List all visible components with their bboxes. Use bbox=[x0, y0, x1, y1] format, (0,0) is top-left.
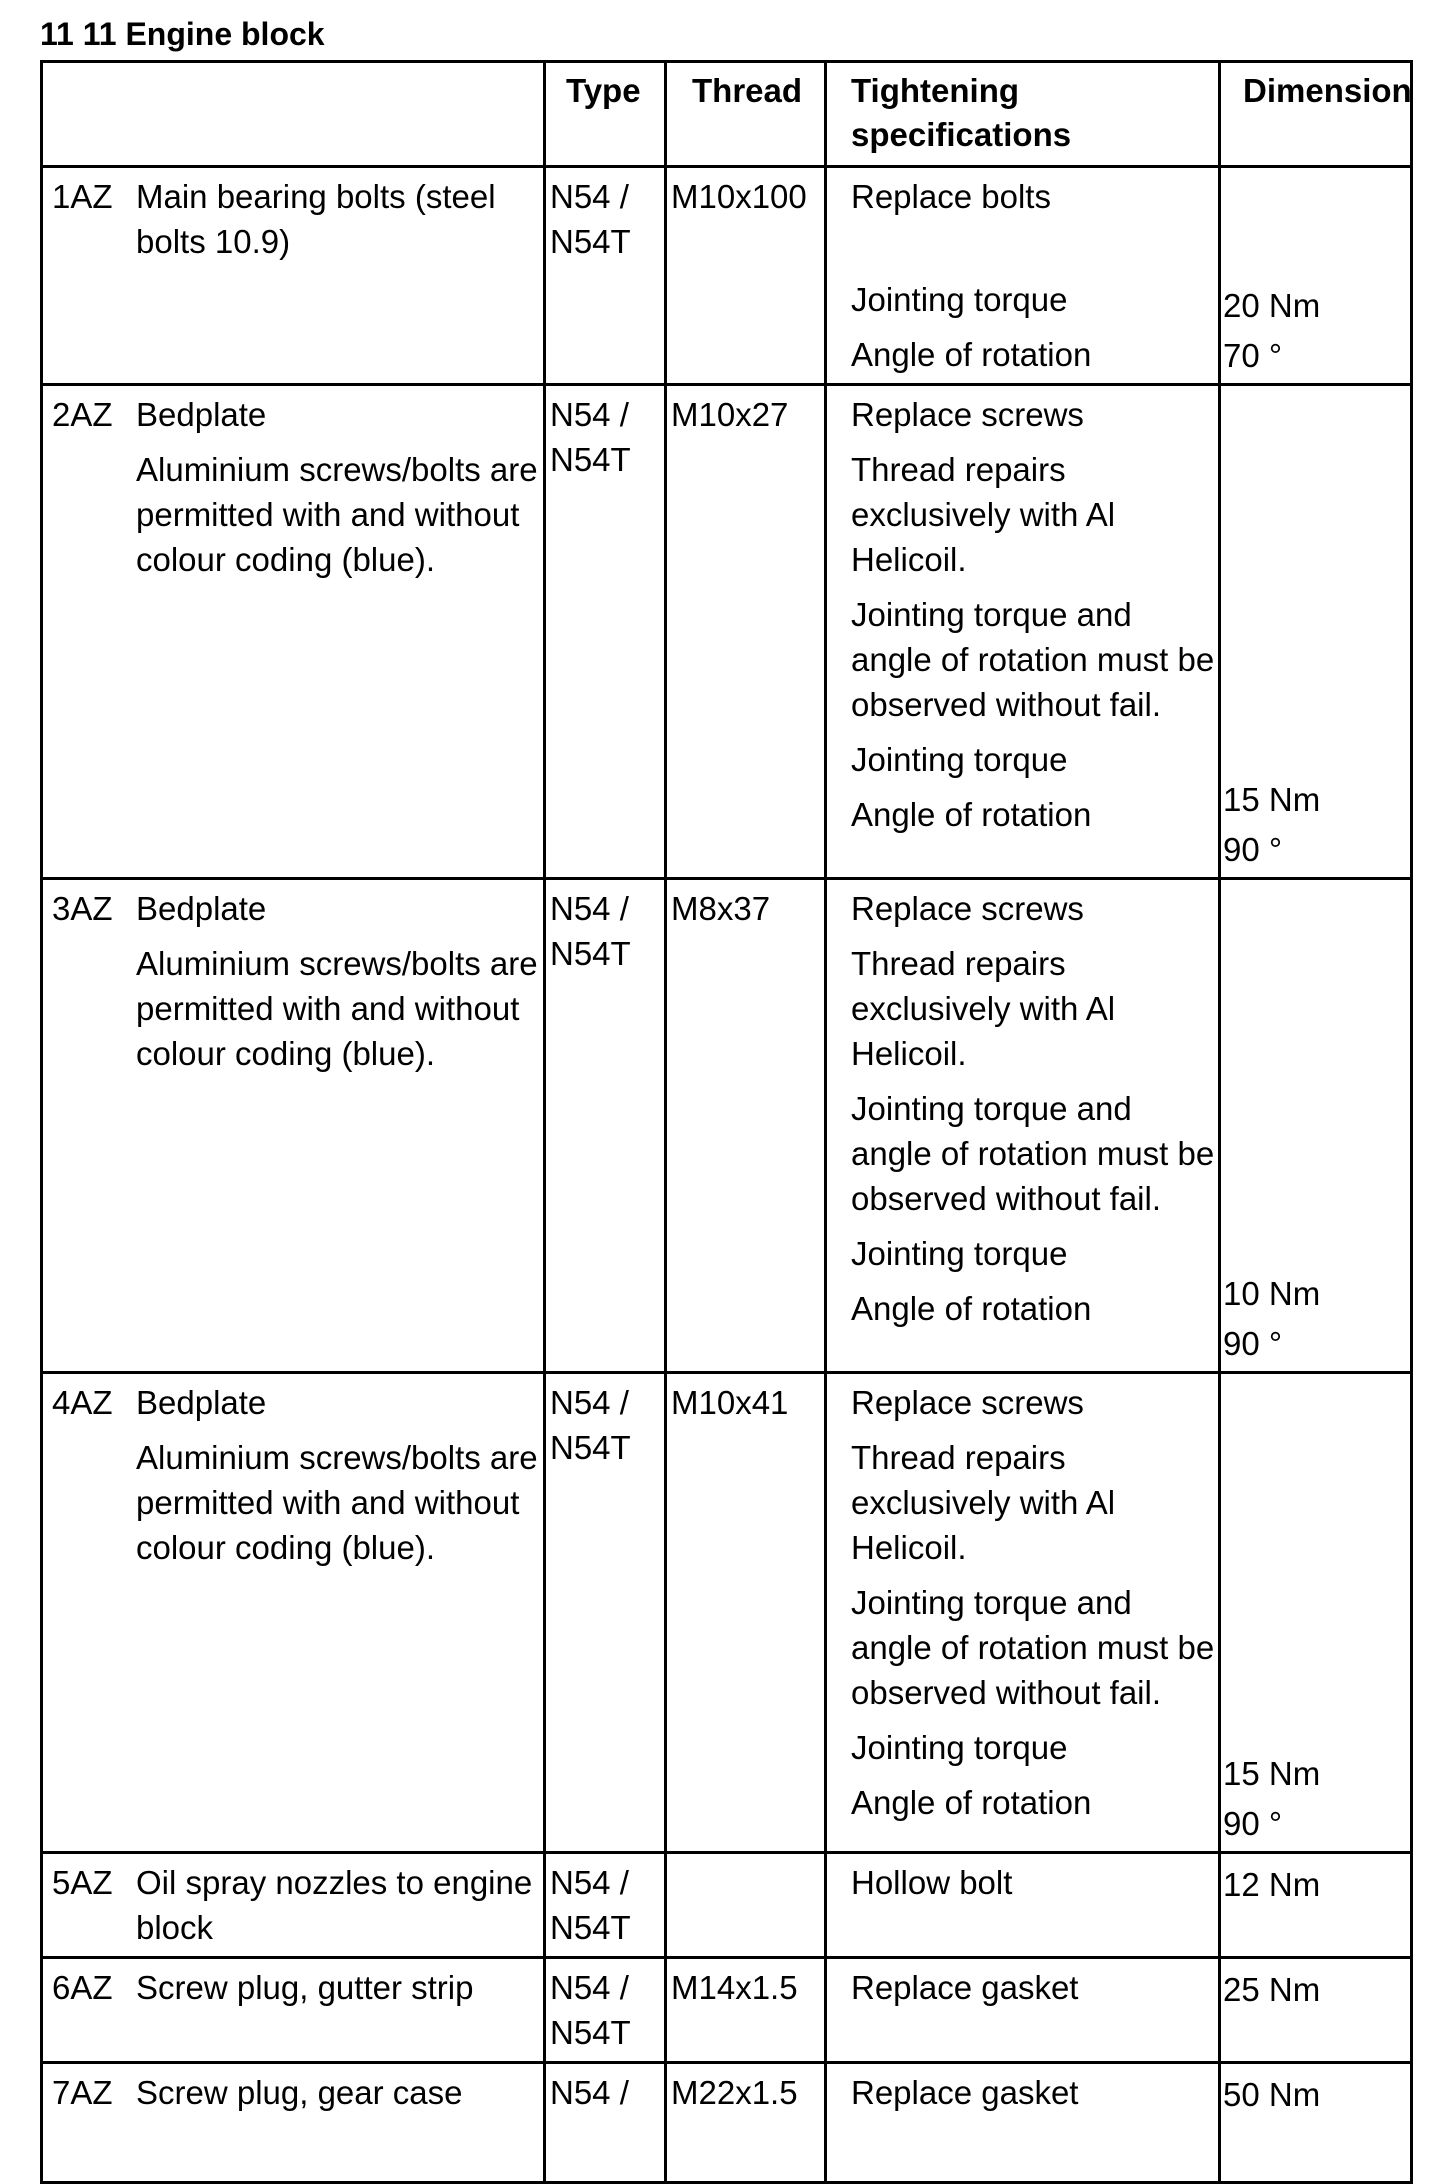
spec-line: Angle of rotation bbox=[851, 1784, 1092, 1821]
tightening-spec-cell bbox=[826, 1958, 1220, 2063]
spec-line: Jointing torque bbox=[851, 741, 1068, 778]
spec-line: Thread repairs exclusively with Al Helicoil. bbox=[851, 1439, 1116, 1566]
item-cell bbox=[42, 2063, 545, 2183]
header-thread: Thread bbox=[666, 62, 826, 167]
spec-line: Angle of rotation bbox=[851, 1290, 1092, 1327]
thread-cell: M22x1.5 bbox=[666, 2063, 826, 2183]
tightening-spec-cell bbox=[826, 879, 1220, 1373]
tightening-spec-cell bbox=[826, 1853, 1220, 1958]
tightening-spec-cell bbox=[826, 385, 1220, 879]
item-id: 2AZ bbox=[52, 396, 113, 433]
dimension-value: 90 ° bbox=[1223, 1325, 1283, 1362]
dimension-values bbox=[1223, 281, 1320, 381]
item-description bbox=[136, 886, 543, 1080]
item-description bbox=[136, 392, 543, 586]
item-cell bbox=[42, 167, 545, 385]
dimension-cell bbox=[1220, 879, 1412, 1373]
spec-line: Replace screws bbox=[851, 396, 1084, 433]
description-paragraph: Screw plug, gear case bbox=[136, 2074, 463, 2111]
item-id: 3AZ bbox=[52, 890, 113, 927]
torque-spec-table bbox=[40, 60, 1413, 2184]
header-item bbox=[42, 62, 545, 167]
type-cell: N54 / N54T bbox=[545, 385, 666, 879]
torque-spec-table-frame bbox=[40, 60, 1412, 2113]
dimension-cell bbox=[1220, 1958, 1412, 2063]
dimension-values bbox=[1223, 1749, 1320, 1849]
thread-cell: M8x37 bbox=[666, 879, 826, 1373]
dimension-cell bbox=[1220, 1853, 1412, 1958]
table-row bbox=[42, 1373, 1412, 1853]
dimension-value: 20 Nm bbox=[1223, 287, 1321, 324]
spec-line: Angle of rotation bbox=[851, 336, 1092, 373]
item-id: 1AZ bbox=[52, 178, 113, 215]
type-cell: N54 / N54T bbox=[545, 167, 666, 385]
item-id: 7AZ bbox=[52, 2074, 113, 2111]
description-paragraph: Bedplate bbox=[136, 396, 267, 433]
dimension-cell bbox=[1220, 1373, 1412, 1853]
dimension-value: 90 ° bbox=[1223, 831, 1283, 868]
table-header-row bbox=[42, 62, 1412, 167]
table-row bbox=[42, 1958, 1412, 2063]
dimension-value: 25 Nm bbox=[1223, 1971, 1321, 2008]
item-cell bbox=[42, 1373, 545, 1853]
thread-cell: M10x41 bbox=[666, 1373, 826, 1853]
item-cell bbox=[42, 1853, 545, 1958]
item-id: 4AZ bbox=[52, 1384, 113, 1421]
item-description bbox=[136, 1965, 543, 2014]
item-description bbox=[136, 174, 543, 268]
spec-line: Replace screws bbox=[851, 1384, 1084, 1421]
thread-cell: M14x1.5 bbox=[666, 1958, 826, 2063]
description-paragraph: Aluminium screws/bolts are permitted with and without colour coding (blue). bbox=[136, 451, 538, 578]
description-paragraph: Aluminium screws/bolts are permitted with and without colour coding (blue). bbox=[136, 945, 538, 1072]
type-cell: N54 / N54T bbox=[545, 1373, 666, 1853]
dimension-value: 50 Nm bbox=[1223, 2076, 1321, 2113]
item-cell bbox=[42, 1958, 545, 2063]
spec-line: Thread repairs exclusively with Al Helicoil. bbox=[851, 945, 1116, 1072]
item-id: 6AZ bbox=[52, 1969, 113, 2006]
spec-line: Jointing torque and angle of rotation must be observed without fail. bbox=[851, 1584, 1215, 1711]
dimension-values bbox=[1223, 1965, 1320, 2015]
spec-line: Jointing torque bbox=[851, 1729, 1068, 1766]
table-row bbox=[42, 167, 1412, 385]
dimension-cell bbox=[1220, 2063, 1412, 2183]
spec-line: Jointing torque and angle of rotation must be observed without fail. bbox=[851, 596, 1215, 723]
header-type: Type bbox=[545, 62, 666, 167]
dimension-values bbox=[1223, 775, 1320, 875]
spec-line: Hollow bolt bbox=[851, 1864, 1013, 1901]
description-paragraph: Screw plug, gutter strip bbox=[136, 1969, 474, 2006]
table-row bbox=[42, 2063, 1412, 2183]
item-description bbox=[136, 2070, 543, 2119]
thread-cell: M10x100 bbox=[666, 167, 826, 385]
spec-line: Replace gasket bbox=[851, 1969, 1079, 2006]
dimension-value: 70 ° bbox=[1223, 337, 1283, 374]
dimension-value: 12 Nm bbox=[1223, 1866, 1321, 1903]
spec-line: Jointing torque and angle of rotation must be observed without fail. bbox=[851, 1090, 1215, 1217]
dimension-value: 90 ° bbox=[1223, 1805, 1283, 1842]
spec-line: Jointing torque bbox=[851, 1235, 1068, 1272]
dimension-cell bbox=[1220, 167, 1412, 385]
type-cell: N54 / N54T bbox=[545, 879, 666, 1373]
thread-cell: M10x27 bbox=[666, 385, 826, 879]
tightening-spec-cell bbox=[826, 1373, 1220, 1853]
header-dimension: Dimension bbox=[1220, 62, 1412, 167]
table-row bbox=[42, 879, 1412, 1373]
spec-line bbox=[851, 229, 1218, 267]
type-cell: N54 / bbox=[545, 2063, 666, 2183]
spec-line: Angle of rotation bbox=[851, 796, 1092, 833]
item-cell bbox=[42, 879, 545, 1373]
tightening-spec-cell bbox=[826, 2063, 1220, 2183]
description-paragraph: Main bearing bolts (steel bolts 10.9) bbox=[136, 178, 496, 260]
header-tightening-specifications: Tightening specifications bbox=[826, 62, 1220, 167]
item-id: 5AZ bbox=[52, 1864, 113, 1901]
type-cell: N54 / N54T bbox=[545, 1958, 666, 2063]
spec-line: Replace screws bbox=[851, 890, 1084, 927]
dimension-values bbox=[1223, 1269, 1320, 1369]
page-heading: 11 11 Engine block bbox=[40, 16, 325, 52]
spec-line: Jointing torque bbox=[851, 281, 1068, 318]
spec-line: Thread repairs exclusively with Al Helicoil. bbox=[851, 451, 1116, 578]
item-description bbox=[136, 1860, 543, 1954]
dimension-value: 15 Nm bbox=[1223, 1755, 1321, 1792]
description-paragraph: Bedplate bbox=[136, 890, 267, 927]
description-paragraph: Bedplate bbox=[136, 1384, 267, 1421]
dimension-values bbox=[1223, 2070, 1320, 2120]
item-cell bbox=[42, 385, 545, 879]
table-row bbox=[42, 1853, 1412, 1958]
dimension-value: 10 Nm bbox=[1223, 1275, 1321, 1312]
dimension-cell bbox=[1220, 385, 1412, 879]
dimension-values bbox=[1223, 1860, 1320, 1910]
thread-cell bbox=[666, 1853, 826, 1958]
description-paragraph: Oil spray nozzles to engine block bbox=[136, 1864, 533, 1946]
description-paragraph: Aluminium screws/bolts are permitted with and without colour coding (blue). bbox=[136, 1439, 538, 1566]
spec-line: Replace gasket bbox=[851, 2074, 1079, 2111]
spec-line: Replace bolts bbox=[851, 178, 1051, 215]
type-cell: N54 / N54T bbox=[545, 1853, 666, 1958]
item-description bbox=[136, 1380, 543, 1574]
table-row bbox=[42, 385, 1412, 879]
tightening-spec-cell bbox=[826, 167, 1220, 385]
dimension-value: 15 Nm bbox=[1223, 781, 1321, 818]
